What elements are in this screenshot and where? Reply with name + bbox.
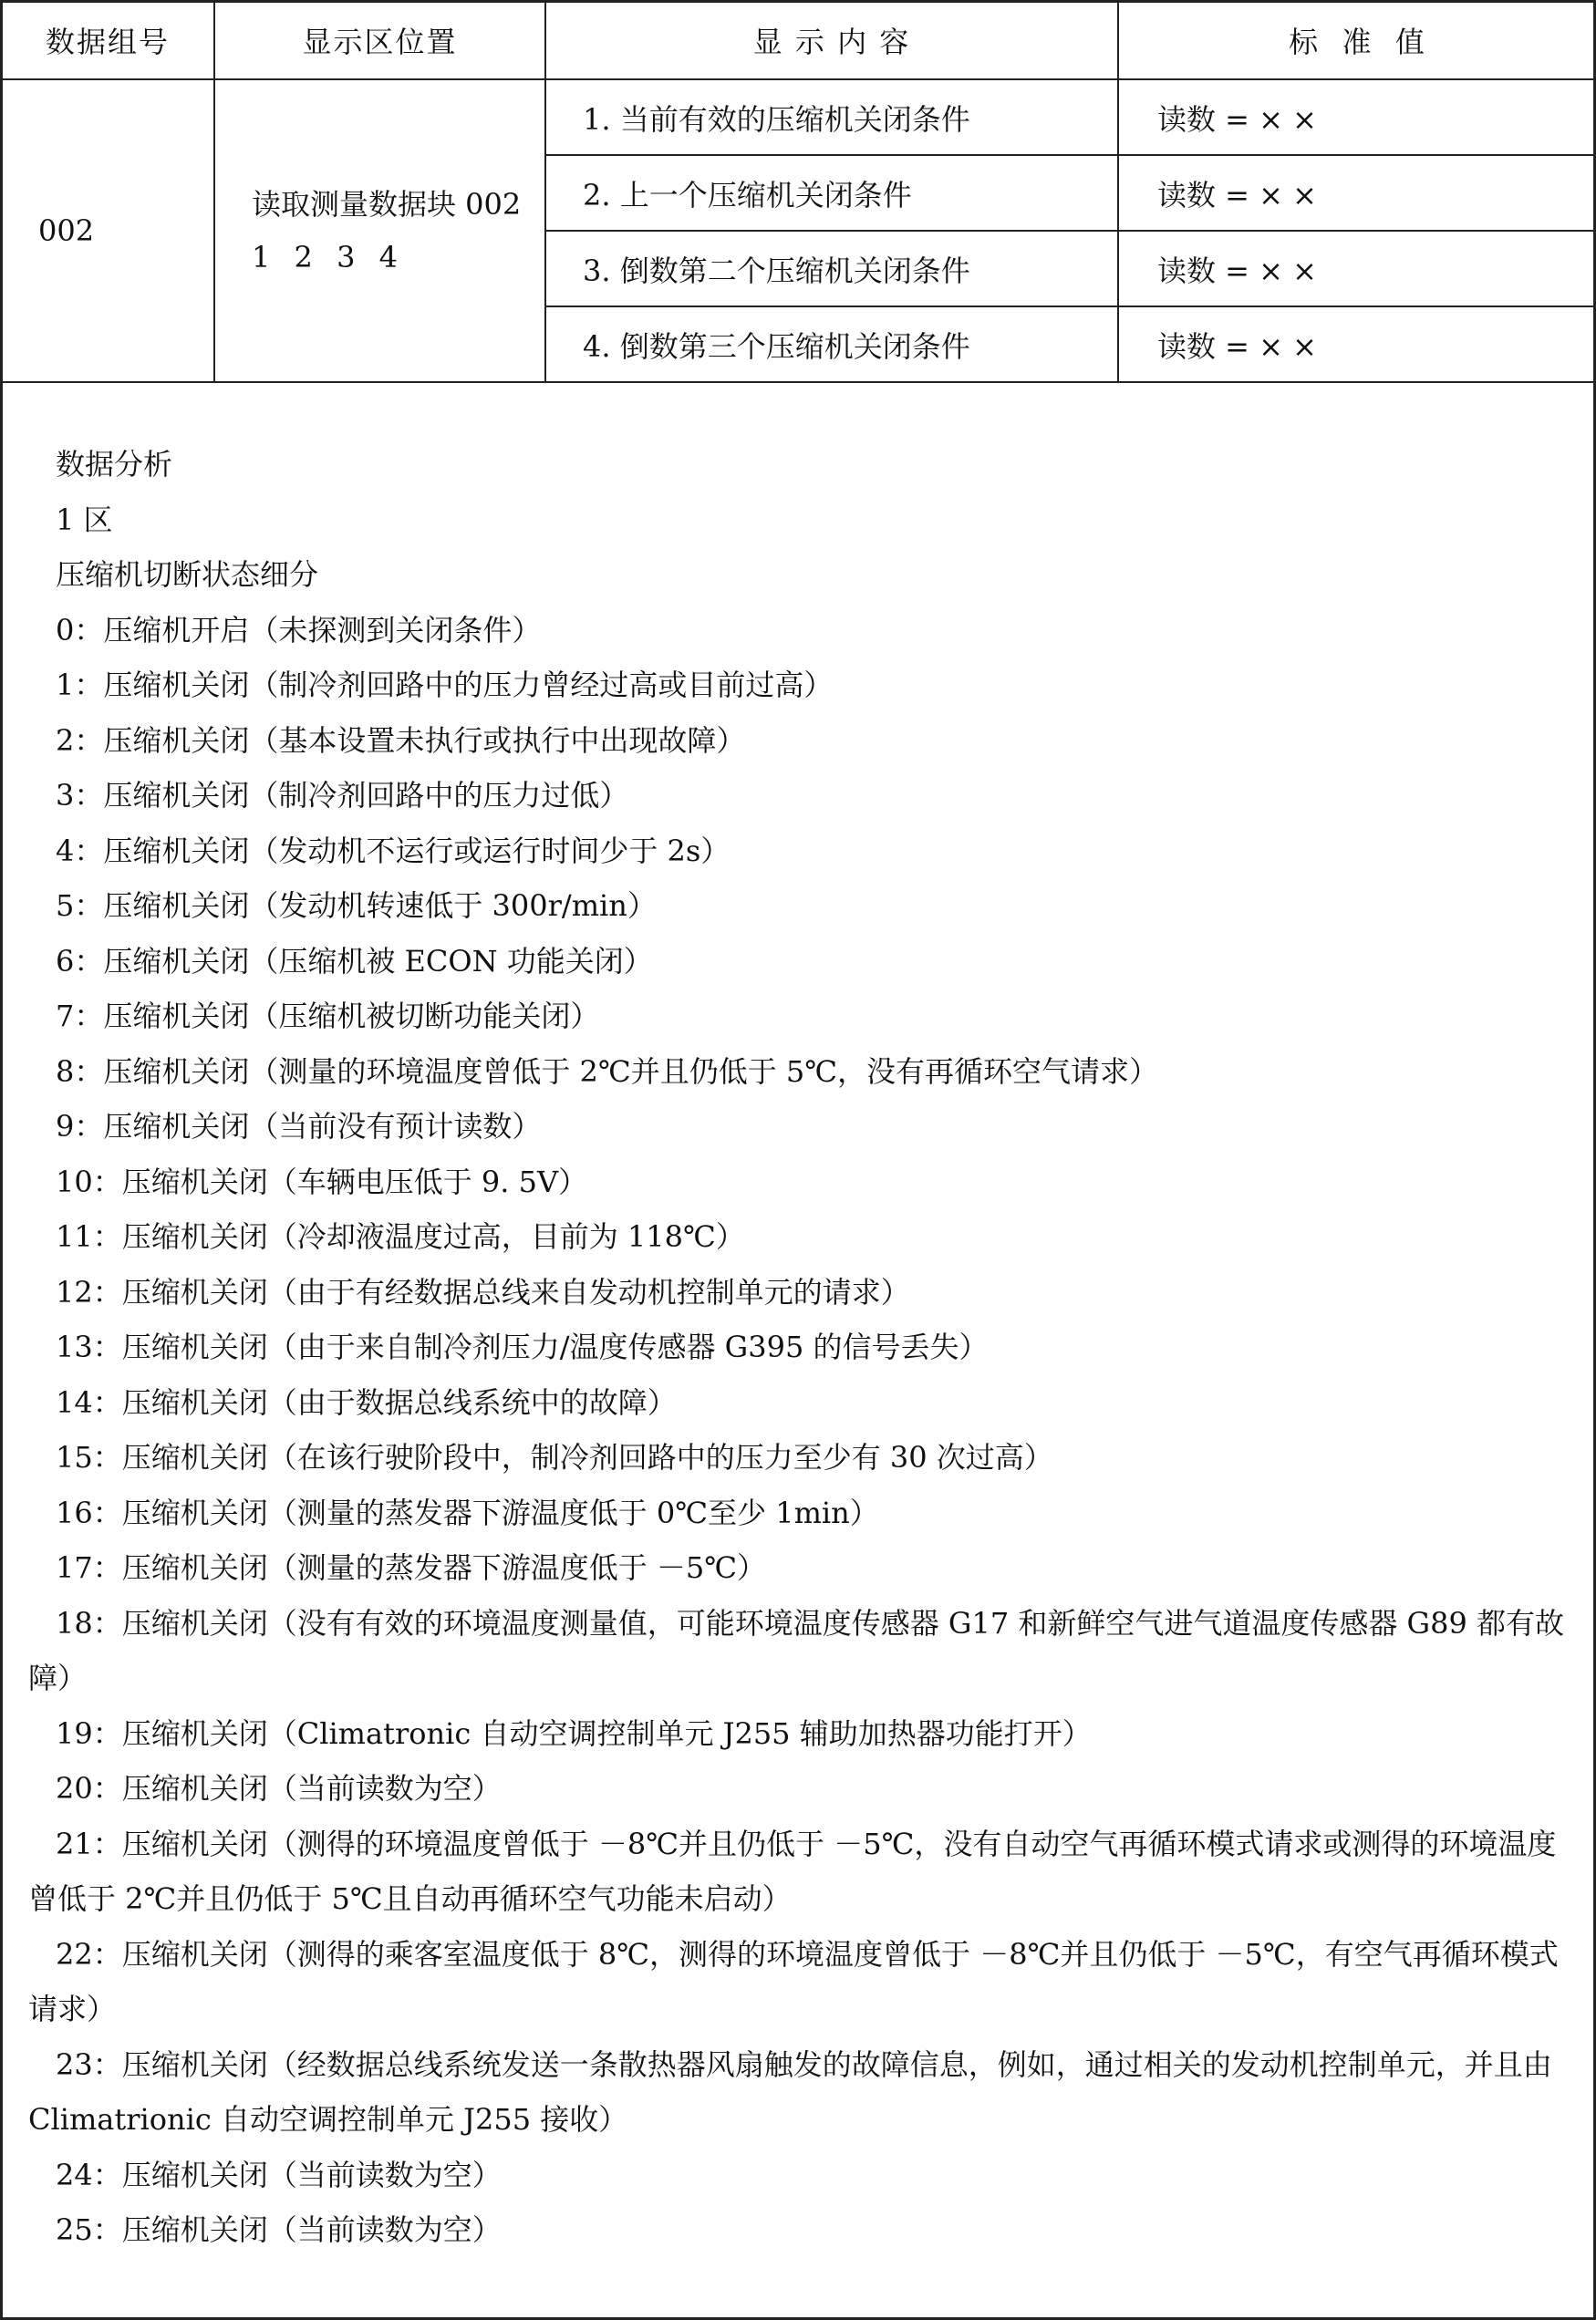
list-item: 15：压缩机关闭（在该行驶阶段中，制冷剂回路中的压力至少有 30 次过高） — [56, 1440, 1053, 1475]
list-item: 9：压缩机关闭（当前没有预计读数） — [56, 1109, 542, 1144]
standard-cell: 读数 = × × — [1118, 306, 1596, 382]
list-item: 6：压缩机关闭（压缩机被 ECON 功能关闭） — [56, 943, 653, 979]
content-cell: 1. 当前有效的压缩机关闭条件 — [545, 79, 1118, 155]
analysis-subtitle: 压缩机切断状态细分 — [56, 557, 319, 592]
display-location-cell — [214, 79, 545, 382]
header-display-location: 显示区位置 — [214, 1, 545, 79]
standard-cell: 读数 = × × — [1118, 155, 1596, 231]
content-cell: 3. 倒数第二个压缩机关闭条件 — [545, 231, 1118, 306]
data-analysis-section — [0, 378, 1596, 2320]
list-item: 25：压缩机关闭（当前读数为空） — [56, 2212, 502, 2247]
list-item: 22：压缩机关闭（测得的乘客室温度低于 8℃，测得的环境温度曾低于 －8℃并且仍低于 －5℃，有空气再循环模式请求） — [28, 1936, 1559, 2026]
content-cell: 4. 倒数第三个压缩机关闭条件 — [545, 306, 1118, 382]
analysis-title: 数据分析 — [56, 447, 173, 482]
list-item: 20：压缩机关闭（当前读数为空） — [56, 1771, 502, 1806]
standard-cell: 读数 = × × — [1118, 231, 1596, 306]
group-number-cell: 002 — [1, 79, 214, 382]
list-item: 21：压缩机关闭（测得的环境温度曾低于 －8℃并且仍低于 －5℃，没有自动空气再循环模式请求或测得的环境温度曾低于 2℃并且仍低于 5℃且自动再循环空气功能未启动） — [28, 1826, 1557, 1916]
list-item: 16：压缩机关闭（测量的蒸发器下游温度低于 0℃至少 1min） — [56, 1495, 879, 1530]
list-item: 7：压缩机关闭（压缩机被切断功能关闭） — [56, 999, 600, 1033]
header-standard-value: 标 准 值 — [1118, 1, 1596, 79]
location-block-label: 读取测量数据块 002 — [252, 187, 522, 222]
list-item: 2：压缩机关闭（基本设置未执行或执行中出现故障） — [56, 722, 746, 758]
analysis-zone: 1 区 — [56, 502, 113, 537]
location-zone-numbers: 1 2 3 4 — [252, 240, 405, 274]
table-header-row — [1, 1, 1596, 79]
list-item: 14：压缩机关闭（由于数据总线系统中的故障） — [56, 1384, 677, 1420]
list-item: 23：压缩机关闭（经数据总线系统发送一条散热器风扇触发的故障信息，例如，通过相关的发动机控制单元，并且由 Climatrionic 自动空调控制单元 J255 接收） — [28, 2046, 1552, 2137]
list-item: 24：压缩机关闭（当前读数为空） — [56, 2157, 502, 2192]
list-item: 19：压缩机关闭（Climatronic 自动空调控制单元 J255 辅助加热器功能打开） — [56, 1715, 1092, 1751]
list-item: 3：压缩机关闭（制冷剂回路中的压力过低） — [56, 778, 629, 813]
list-item: 4：压缩机关闭（发动机不运行或运行时间少于 2s） — [56, 833, 731, 868]
list-item: 10：压缩机关闭（车辆电压低于 9. 5V） — [56, 1164, 588, 1199]
list-item: 11：压缩机关闭（冷却液温度过高，目前为 118℃） — [56, 1219, 745, 1254]
content-cell: 2. 上一个压缩机关闭条件 — [545, 155, 1118, 231]
list-item: 18：压缩机关闭（没有有效的环境温度测量值，可能环境温度传感器 G17 和新鲜空气进气道温度传感器 G89 都有故障） — [28, 1605, 1564, 1695]
header-display-content: 显 示 内 容 — [545, 1, 1118, 79]
list-item: 8：压缩机关闭（测量的环境温度曾低于 2℃并且仍低于 5℃，没有再循环空气请求） — [56, 1053, 1159, 1089]
list-item: 17：压缩机关闭（测量的蒸发器下游温度低于 －5℃） — [56, 1550, 767, 1585]
header-group-number: 数据组号 — [1, 1, 214, 79]
list-item: 5：压缩机关闭（发动机转速低于 300r/min） — [56, 888, 657, 923]
data-group-table — [0, 0, 1596, 383]
list-item: 1：压缩机关闭（制冷剂回路中的压力曾经过高或目前过高） — [56, 668, 834, 702]
list-item: 0：压缩机开启（未探测到关闭条件） — [56, 612, 542, 647]
list-item: 12：压缩机关闭（由于有经数据总线来自发动机控制单元的请求） — [56, 1274, 910, 1310]
list-item: 13：压缩机关闭（由于来自制冷剂压力/温度传感器 G395 的信号丢失） — [56, 1330, 989, 1364]
table-row — [1, 79, 1596, 155]
standard-cell: 读数 = × × — [1118, 79, 1596, 155]
